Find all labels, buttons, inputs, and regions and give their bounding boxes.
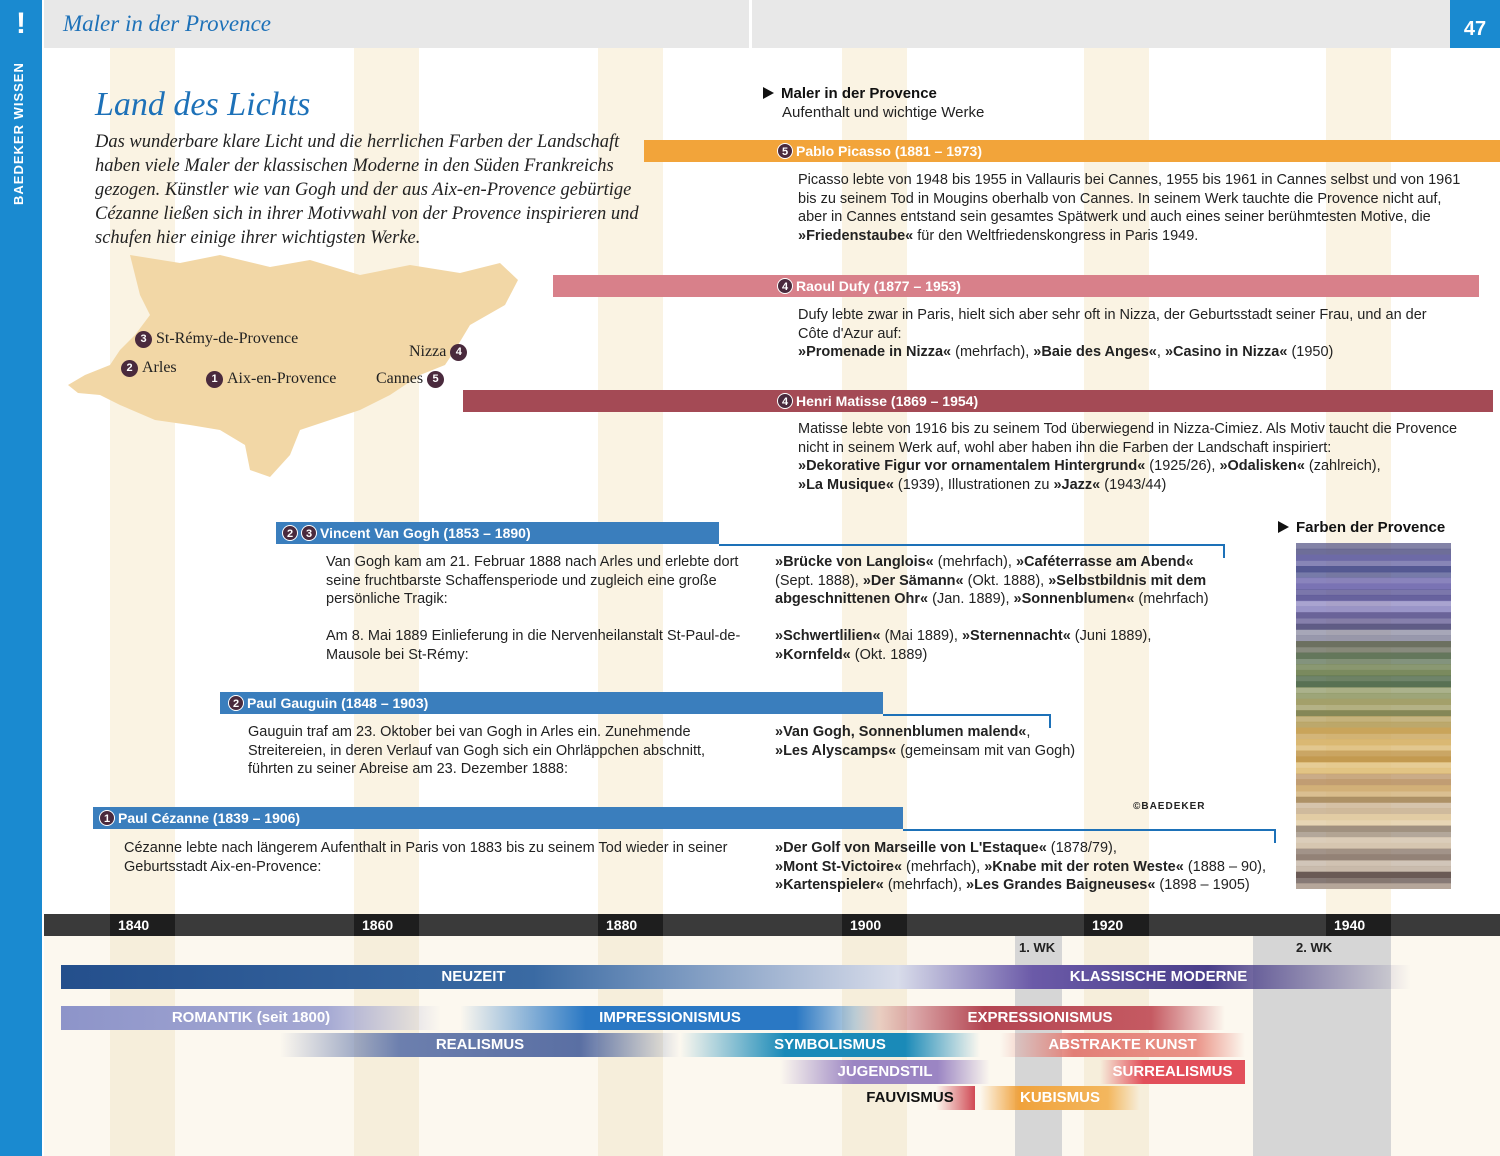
- color-stripe: [1296, 670, 1451, 676]
- text-gauguin: Gauguin traf am 23. Oktober bei van Gogh in Arles ein. Zunehmende Streitereien, in deren Verlauf van Gogh sich ein Ohrläppchen abschnitt, führten zu seiner Abreise am 23. Dezember 1888:: [248, 724, 706, 777]
- color-stripe: [1296, 820, 1451, 826]
- marker-icon: 3: [301, 525, 317, 541]
- color-stripe: [1296, 560, 1451, 566]
- war-label-1: 1. WK: [1019, 940, 1056, 955]
- color-stripe: [1296, 837, 1451, 843]
- color-stripe: [1296, 543, 1451, 549]
- color-stripe: [1296, 751, 1451, 757]
- color-stripe: [1296, 601, 1451, 607]
- legend-subtitle: Aufenthalt und wichtige Werke: [782, 104, 985, 121]
- color-stripe: [1296, 583, 1451, 589]
- war-label-2: 2. WK: [1296, 940, 1333, 955]
- color-stripe: [1296, 745, 1451, 751]
- text-dufy: Dufy lebte zwar in Paris, hielt sich aber sehr oft in Nizza, der Geburtsstadt seiner Frau, und an der Côte d'Azur auf: »Promenade in Nizza« (mehrfach), »Baie des Anges«, »Casino in Nizza« (1950): [798, 307, 1427, 360]
- tick-1940: 1940: [1326, 914, 1391, 936]
- bar-label: Pablo Picasso (1881 – 1973): [796, 143, 982, 159]
- color-stripe: [1296, 808, 1451, 814]
- color-stripe: [1296, 664, 1451, 670]
- color-stripe: [1296, 589, 1451, 595]
- color-stripe: [1296, 710, 1451, 716]
- color-stripe: [1296, 612, 1451, 618]
- text-matisse: Matisse lebte von 1916 bis zu seinem Tod überwiegend in Nizza-Cimiez. Als Motiv taucht die Provence nicht in seinem Werk auf, wohl aber haben ihn die Farben der Landschaft inspiriert: »Dekorative Figur vor ornamentalem Hintergrund« (1925/26), »Odalisken« (zahlreich), »La Musique« (1939), Illustrationen zu »Jazz« (1943/44): [798, 421, 1458, 493]
- map-town-nizza: [409, 343, 467, 361]
- bar-cezanne: [93, 807, 903, 829]
- bar-label: Paul Gauguin (1848 – 1903): [247, 695, 429, 711]
- color-stripe: [1296, 779, 1451, 785]
- marker-icon: 5: [427, 371, 444, 388]
- color-stripe: [1296, 831, 1451, 837]
- town-label: Aix-en-Provence: [227, 370, 337, 387]
- epoch-symbolismus: SYMBOLISMUS: [680, 1033, 980, 1057]
- color-stripe: [1296, 866, 1451, 872]
- tick-1880: 1880: [598, 914, 663, 936]
- epoch-jugendstil: JUGENDSTIL: [780, 1060, 990, 1084]
- color-stripe: [1296, 630, 1451, 636]
- bar-matisse: [463, 390, 1493, 412]
- side-label: BAEDEKER WISSEN: [11, 62, 26, 205]
- color-stripe: [1296, 756, 1451, 762]
- marker-icon: 2: [228, 695, 244, 711]
- works-gauguin: »Van Gogh, Sonnenblumen malend«, »Les Alyscamps« (gemeinsam mit van Gogh): [775, 724, 1076, 759]
- text-picasso: Picasso lebte von 1948 bis 1955 in Vallauris bei Cannes, 1955 bis 1961 in Cannes selbst und von 1961 bis zu seinem Tod in Mougins oberhalb von Cannes. In seinem Werk tauchte die Provence nicht auf, aber in Cannes entstand sein gesamtes Spätwerk und auch eines seiner berühmtesten Motive, die »Friedenstaube« für den Weltfriedenskongress in Paris 1949.: [798, 172, 1461, 244]
- epoch-label-moderne: KLASSISCHE MODERNE: [1069, 968, 1248, 985]
- works-vangogh-1: »Brücke von Langlois« (mehrfach), »Caféterrasse am Abend« (Sept. 1888), »Der Sämann« (Okt. 1888), »Selbstbildnis mit dem abgeschnittenen Ohr« (Jan. 1889), »Sonnenblumen« (mehrfach): [775, 554, 1209, 607]
- color-stripe: [1296, 572, 1451, 578]
- tick-1900: 1900: [842, 914, 907, 936]
- triangle-icon: [1278, 521, 1289, 533]
- color-stripe: [1296, 716, 1451, 722]
- color-stripe: [1296, 826, 1451, 832]
- color-stripe: [1296, 860, 1451, 866]
- marker-icon: 1: [206, 371, 223, 388]
- color-stripe: [1296, 676, 1451, 682]
- epoch-abstrakte-kunst: ABSTRAKTE KUNST: [1000, 1033, 1245, 1057]
- legend-title: Maler in der Provence: [763, 85, 937, 102]
- tick-1840: 1840: [110, 914, 175, 936]
- color-stripe: [1296, 785, 1451, 791]
- tick-1920: 1920: [1084, 914, 1149, 936]
- epoch-label-neuzeit: NEUZEIT: [441, 968, 506, 985]
- map-town-aix: [206, 370, 336, 388]
- color-stripe: [1296, 618, 1451, 624]
- marker-icon: 1: [99, 810, 115, 826]
- map-town-st-remy: [135, 330, 298, 348]
- color-stripe: [1296, 704, 1451, 710]
- marker-icon: 2: [282, 525, 298, 541]
- town-label: Cannes: [376, 370, 424, 387]
- bar-dufy: [553, 275, 1479, 297]
- color-stripe: [1296, 814, 1451, 820]
- marker-icon: 4: [777, 393, 793, 409]
- color-stripe: [1296, 687, 1451, 693]
- timeline-axis: [44, 914, 1500, 936]
- color-stripe: [1296, 624, 1451, 630]
- color-stripe: [1296, 854, 1451, 860]
- color-stripe: [1296, 578, 1451, 584]
- text-vangogh-2: Am 8. Mai 1889 Einlieferung in die Nervenheilanstalt St-Paul-de-Mausole bei St-Rémy:: [326, 628, 741, 663]
- color-stripe: [1296, 635, 1451, 641]
- epoch-realismus: REALISMUS: [280, 1033, 680, 1057]
- page-number: 47: [1450, 0, 1500, 48]
- marker-icon: 5: [777, 143, 793, 159]
- color-stripe: [1296, 733, 1451, 739]
- color-swatches: [1296, 543, 1451, 889]
- color-stripe: [1296, 739, 1451, 745]
- bar-label: Henri Matisse (1869 – 1954): [796, 393, 979, 409]
- color-stripe: [1296, 843, 1451, 849]
- epoch-romantik: ROMANTIK (seit 1800): [61, 1006, 441, 1030]
- town-label: Arles: [142, 359, 177, 376]
- tick-1860: 1860: [354, 914, 419, 936]
- section-title: Maler in der Provence: [63, 11, 271, 36]
- epoch-fauvismus: FAUVISMUS: [845, 1086, 975, 1110]
- color-stripe: [1296, 728, 1451, 734]
- works-cezanne: »Der Golf von Marseille von L'Estaque« (1878/79), »Mont St-Victoire« (mehrfach), »Knabe mit der roten Weste« (1888 – 90), »Kartenspieler« (mehrfach), »Les Grandes Baigneuses« (1898 – 1905): [775, 840, 1267, 893]
- color-stripe: [1296, 555, 1451, 561]
- copyright: ©BAEDEKER: [1133, 801, 1206, 812]
- epoch-kubismus: KUBISMUS: [980, 1086, 1140, 1110]
- color-stripe: [1296, 722, 1451, 728]
- intro-title: Land des Lichts: [95, 86, 311, 123]
- color-stripe: [1296, 549, 1451, 555]
- map-town-cannes: [376, 370, 444, 388]
- color-stripe: [1296, 883, 1451, 889]
- epoch-impressionismus: IMPRESSIONISMUS: [460, 1006, 880, 1030]
- color-stripe: [1296, 791, 1451, 797]
- header-bar: [752, 0, 1450, 48]
- works-vangogh-2: »Schwertlilien« (Mai 1889), »Sternennacht« (Juni 1889), »Kornfeld« (Okt. 1889): [775, 628, 1152, 663]
- side-strip: [0, 48, 42, 1156]
- marker-icon: 3: [135, 331, 152, 348]
- intro-text: Das wunderbare klare Licht und die herrlichen Farben der Landschaft haben viele Maler der klassischen Moderne in den Süden Frankreichs gezogen. Künstler wie van Gogh und der aus Aix-en-Provence gebürtige Cézanne ließen sich in ihrer Motivwahl von der Provence inspirieren und schufen hier einige ihrer wichtigsten Werke.: [95, 132, 639, 248]
- town-label: Nizza: [409, 343, 447, 360]
- color-stripe: [1296, 693, 1451, 699]
- colors-title: Farben der Provence: [1278, 519, 1445, 536]
- epoch-neuzeit-moderne: [61, 965, 1411, 989]
- color-stripe: [1296, 872, 1451, 878]
- color-stripe: [1296, 762, 1451, 768]
- color-stripe: [1296, 803, 1451, 809]
- text-vangogh-1: Van Gogh kam am 21. Februar 1888 nach Arles und erlebte dort seine fruchtbarste Schaffensperiode und zugleich eine große persönliche Tragik:: [326, 554, 739, 607]
- bar-vangogh: [276, 522, 719, 544]
- bar-picasso: [644, 140, 1500, 162]
- color-stripe: [1296, 566, 1451, 572]
- color-stripe: [1296, 699, 1451, 705]
- exclamation-icon: !: [0, 0, 42, 48]
- marker-icon: 4: [777, 278, 793, 294]
- color-stripe: [1296, 768, 1451, 774]
- color-stripe: [1296, 877, 1451, 883]
- bar-gauguin: [220, 692, 883, 714]
- color-stripe: [1296, 647, 1451, 653]
- bar-label: Vincent Van Gogh (1853 – 1890): [320, 525, 531, 541]
- town-label: St-Rémy-de-Provence: [156, 330, 299, 347]
- triangle-icon: [763, 87, 774, 99]
- epoch-expressionismus: EXPRESSIONISMUS: [855, 1006, 1225, 1030]
- marker-icon: 4: [450, 344, 467, 361]
- color-stripe: [1296, 681, 1451, 687]
- color-stripe: [1296, 653, 1451, 659]
- epoch-surrealismus: SURREALISMUS: [1100, 1060, 1245, 1084]
- color-stripe: [1296, 595, 1451, 601]
- color-stripe: [1296, 774, 1451, 780]
- bar-label: Paul Cézanne (1839 – 1906): [118, 810, 301, 826]
- text-cezanne: Cézanne lebte nach längerem Aufenthalt in Paris von 1883 bis zu seinem Tod wieder in seiner Geburtsstadt Aix-en-Provence:: [124, 840, 728, 875]
- marker-icon: 2: [121, 360, 138, 377]
- color-stripe: [1296, 606, 1451, 612]
- color-stripe: [1296, 658, 1451, 664]
- map-town-arles: [121, 359, 177, 377]
- color-stripe: [1296, 641, 1451, 647]
- color-stripe: [1296, 797, 1451, 803]
- color-stripe: [1296, 849, 1451, 855]
- bar-label: Raoul Dufy (1877 – 1953): [796, 278, 961, 294]
